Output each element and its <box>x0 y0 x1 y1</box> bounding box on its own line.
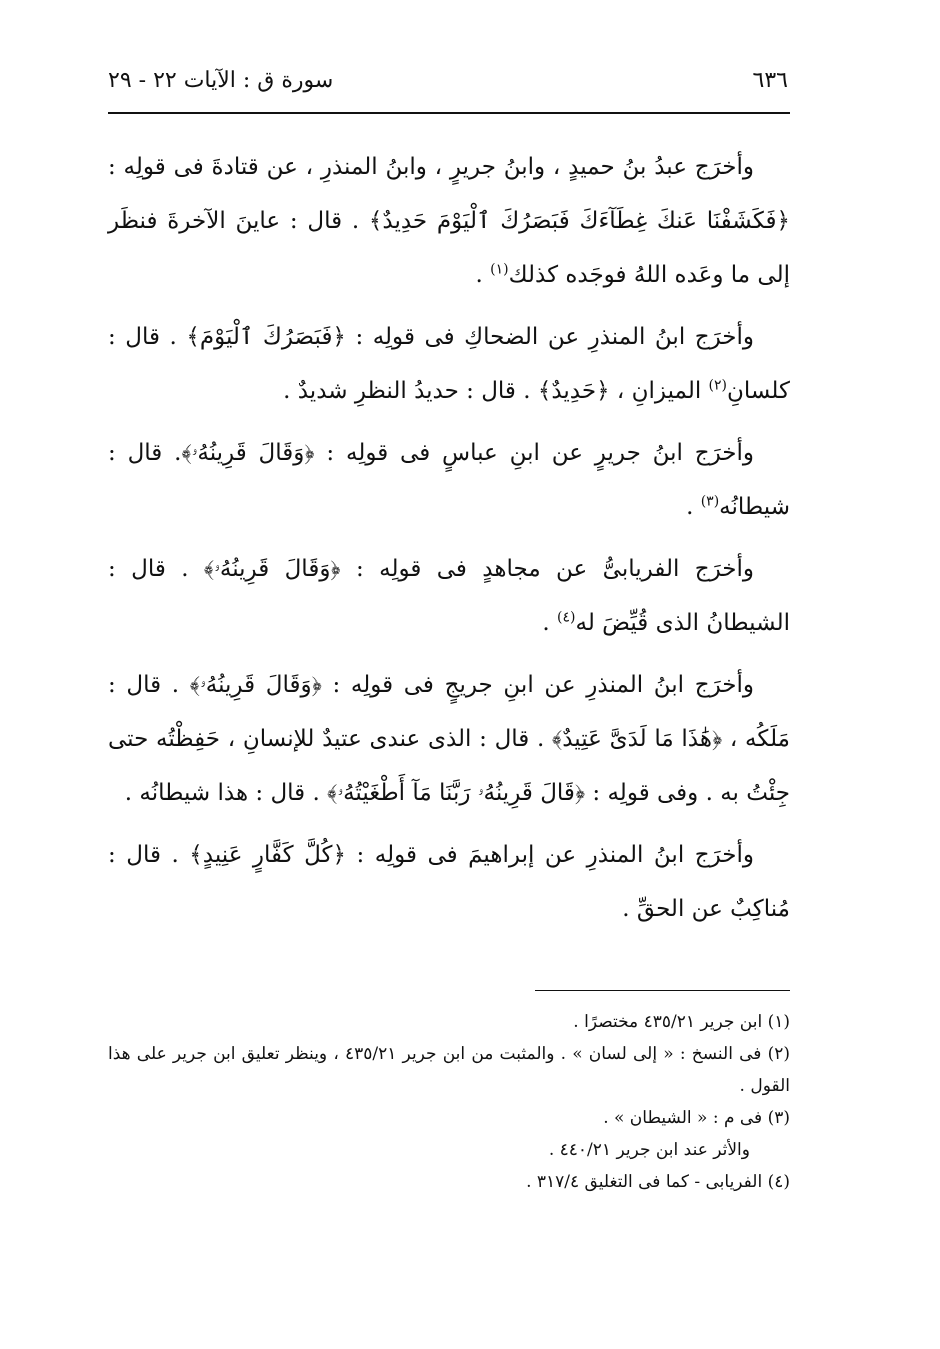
text: . قال : شيطانُه <box>108 440 790 520</box>
footnote-marker: (٤) <box>557 609 576 626</box>
text: وأخرَج ابنُ المنذرِ عن الضحاكِ فى قولِه : <box>345 324 755 350</box>
paragraph-2 <box>108 310 790 418</box>
verse: ﴿وَقَالَ قَرِينُهُۥ﴾ <box>203 556 341 582</box>
text: وأخرَج ابنُ المنذرِ عن إبراهيمَ فى قولِه : <box>345 842 754 868</box>
text: الميزانِ ، <box>609 378 709 404</box>
footnote-marker: (١) <box>490 261 509 278</box>
verse: ﴿وَقَالَ قَرِينُهُۥ﴾ <box>189 672 322 698</box>
text: . <box>475 262 491 288</box>
verse: ﴿فَبَصَرُكَ ٱلْيَوْمَ﴾ <box>186 324 346 350</box>
text: . قال : كلسانِ <box>108 324 790 404</box>
text: . قال : هذا شيطانُه . <box>124 780 328 806</box>
footnote-marker: (٢) <box>708 377 728 394</box>
footnote-3: (٣) فى م : « الشيطان » . <box>603 1108 790 1128</box>
footnote-1: (١) ابن جرير ٤٣٥/٢١ مختصرًا . <box>573 1012 790 1032</box>
text: وأخرَج الفريابىُّ عن مجاهدٍ فى قولِه : <box>340 556 754 582</box>
paragraph-6 <box>108 828 790 936</box>
text: . قال : الذى عندى عتيدٌ للإنسانِ ، حَفِظْتُه حتى جِئْتُ به . وفى قولِه : <box>108 726 790 806</box>
running-title: سورة ق : الآيات ٢٢ - ٢٩ <box>108 67 334 93</box>
verse: ﴿كُلَّ كَفَّارٍ عَنِيدٍ﴾ <box>189 842 346 868</box>
paragraph-4 <box>108 542 790 650</box>
paragraph-1 <box>108 140 790 302</box>
text: وأخرَج ابنُ المنذرِ عن ابنِ جريجٍ فى قولِه : <box>321 672 754 698</box>
verse: ﴿قَالَ قَرِينُهُۥ رَبَّنَا مَآ أَطْغَيْتُهُۥ﴾ <box>327 780 586 806</box>
text: . قال : عاينَ الآخرةَ فنظَر إلى ما وعَده اللهُ فوجَده كذلك <box>108 208 790 288</box>
verse: ﴿وَقَالَ قَرِينُهُۥ﴾ <box>181 440 315 466</box>
footnote-4: (٤) الفريابى - كما فى التغليق ٣١٧/٤ . <box>526 1172 790 1192</box>
text: . <box>686 494 701 520</box>
footnote-3-continued: والأثر عند ابن جرير ٤٤٠/٢١ . <box>548 1140 750 1160</box>
footnote-rule <box>535 990 790 991</box>
text: . قال : الشيطانُ الذى قُيِّضَ له <box>108 556 790 636</box>
text: وأخرَج عبدُ بنُ حميدٍ ، وابنُ جريرٍ ، وابنُ المنذرِ ، عن قتادةَ فى قولِه : <box>108 154 754 180</box>
text: . قال : مَلَكُه ، <box>108 672 791 752</box>
footnote-2: (٢) فى النسخ : « إلى لسان » . والمثبت من ابن جرير ٤٣٥/٢١ ، وينظر تعليق ابن جرير على هذا القول . <box>108 1044 790 1096</box>
page-header <box>108 60 788 100</box>
footnote-marker: (٣) <box>700 493 720 510</box>
text: . قال : حديدُ النظرِ شديدٌ . <box>283 378 538 404</box>
verse: ﴿حَدِيدٌ﴾ <box>537 378 610 404</box>
page-number: ٦٣٦ <box>752 67 788 93</box>
text: . <box>542 610 558 636</box>
paragraph-5 <box>108 658 790 820</box>
verse: ﴿فَكَشَفْنَا عَنكَ غِطَآءَكَ فَبَصَرُكَ ٱلْيَوْمَ حَدِيدٌ﴾ <box>368 208 790 234</box>
header-rule <box>108 112 790 114</box>
text: . قال : مُناكِبٌ عن الحقِّ . <box>108 842 790 922</box>
footnotes <box>108 1006 790 1198</box>
text: وأخرَج ابنُ جريرٍ عن ابنِ عباسٍ فى قولِه : <box>314 440 754 466</box>
verse: ﴿هَٰذَا مَا لَدَىَّ عَتِيدٌ﴾ <box>552 726 723 752</box>
paragraph-3 <box>108 426 790 534</box>
main-text <box>108 140 790 944</box>
